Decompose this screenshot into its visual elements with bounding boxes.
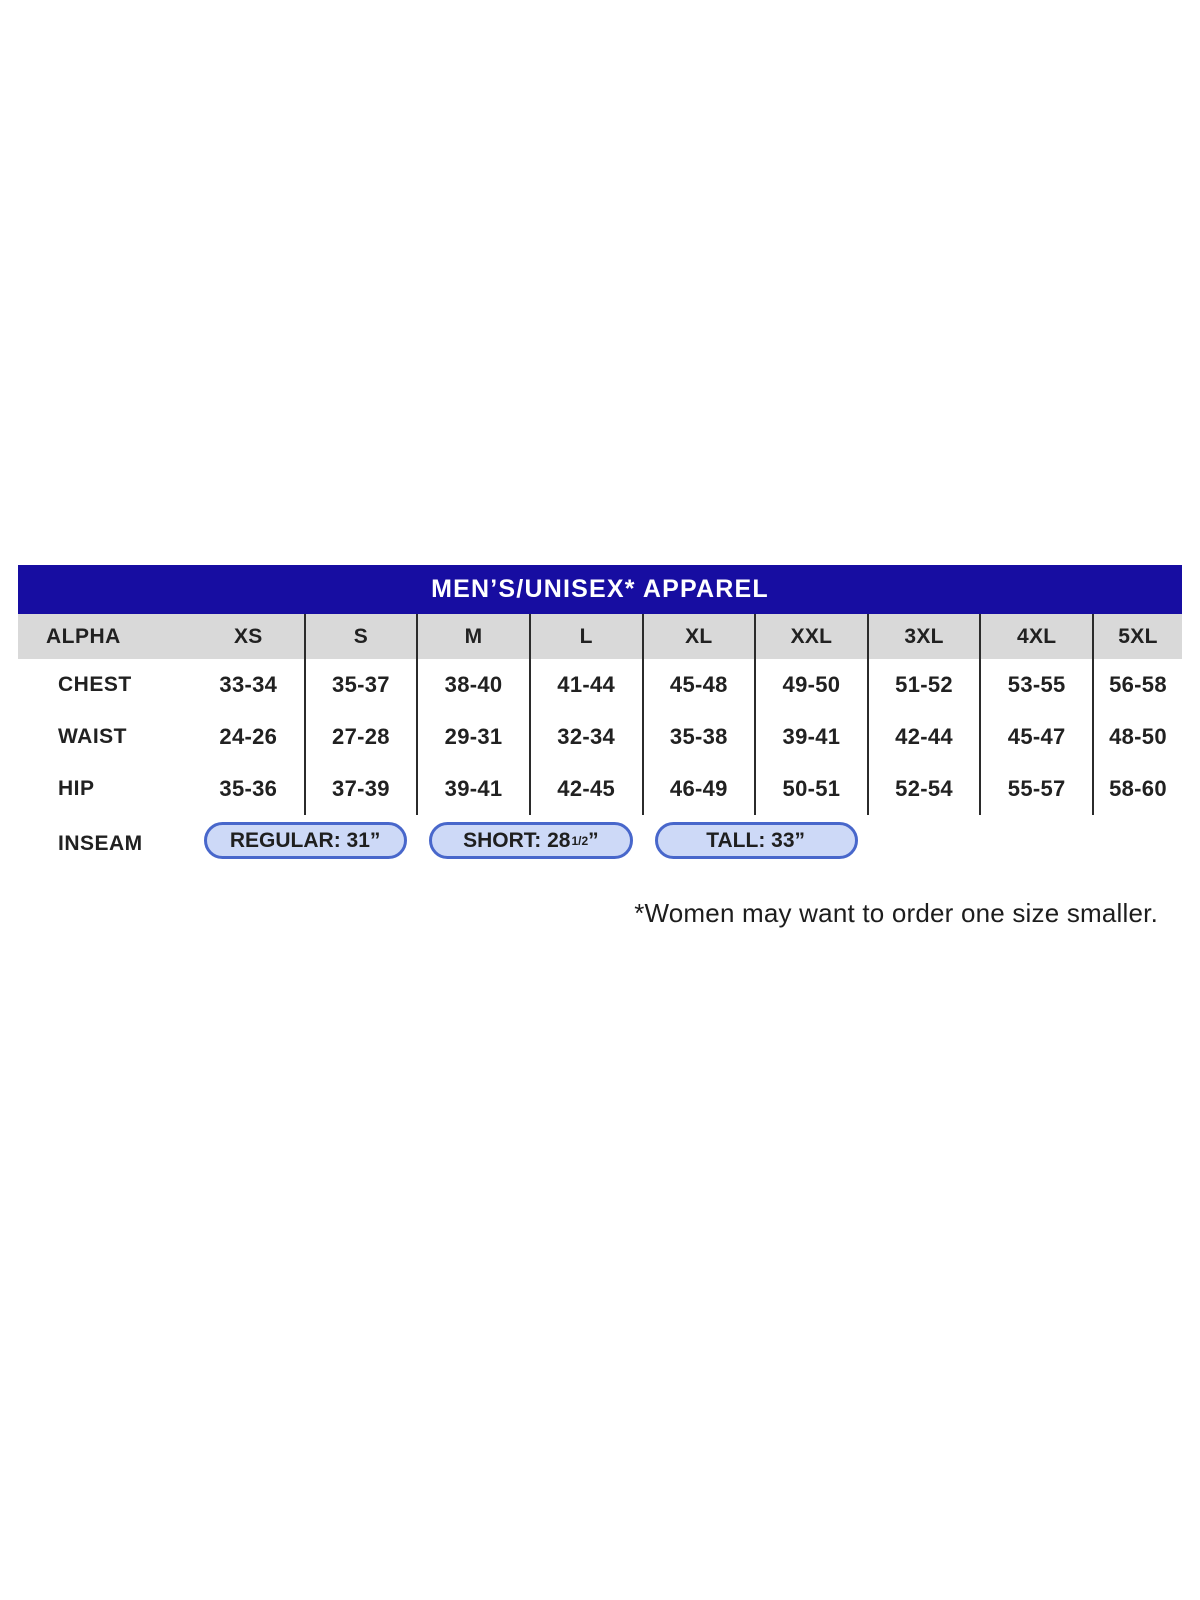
column-header-m: M [418, 614, 531, 659]
chest-m-value: 38-40 [418, 659, 531, 711]
waist-xxl-value: 39-41 [756, 711, 869, 763]
column-header-xs: XS [193, 614, 306, 659]
inseam-regular-pill[interactable] [204, 822, 407, 859]
table-row-hip [18, 763, 1182, 815]
hip-xs-value: 35-36 [193, 763, 306, 815]
size-chart-table [18, 565, 1182, 873]
waist-m-value: 29-31 [418, 711, 531, 763]
column-header-l: L [531, 614, 644, 659]
chest-5xl-value: 56-58 [1109, 672, 1167, 697]
chest-3xl-value: 51-52 [869, 659, 982, 711]
column-header-4xl: 4XL [981, 614, 1094, 659]
table-title: MEN’S/UNISEX* APPAREL [431, 575, 769, 603]
waist-xl-value: 35-38 [644, 711, 757, 763]
chest-s-value: 35-37 [306, 659, 419, 711]
waist-l-value: 32-34 [531, 711, 644, 763]
waist-5xl-value: 48-50 [1109, 724, 1167, 749]
table-title-bar [18, 565, 1182, 614]
hip-m-value: 39-41 [418, 763, 531, 815]
column-header-alpha: ALPHA [18, 614, 193, 659]
column-header-3xl: 3XL [869, 614, 982, 659]
inseam-tall-pill[interactable] [655, 822, 858, 859]
inseam-short-suffix: ” [588, 828, 599, 852]
table-row-chest [18, 659, 1182, 711]
chest-xs-value: 33-34 [193, 659, 306, 711]
table-row-waist [18, 711, 1182, 763]
column-header-xxl: XXL [756, 614, 869, 659]
hip-4xl-value: 55-57 [981, 763, 1094, 815]
inseam-short-pill[interactable] [429, 822, 632, 859]
row-label-chest: CHEST [58, 673, 132, 696]
inseam-short-fraction: 1/2 [571, 833, 589, 848]
hip-s-value: 37-39 [306, 763, 419, 815]
inseam-short-label: SHORT: 28 [463, 828, 571, 852]
hip-l-value: 42-45 [531, 763, 644, 815]
chest-xl-value: 45-48 [644, 659, 757, 711]
column-header-5xl: 5XL [1094, 614, 1182, 659]
table-row-inseam [18, 815, 1182, 873]
hip-5xl-value: 58-60 [1109, 776, 1167, 801]
chest-l-value: 41-44 [531, 659, 644, 711]
waist-xs-value: 24-26 [193, 711, 306, 763]
inseam-regular-label: REGULAR: 31” [229, 828, 381, 852]
row-label-waist: WAIST [58, 725, 127, 748]
column-header-s: S [306, 614, 419, 659]
row-label-inseam: INSEAM [58, 832, 143, 855]
chest-4xl-value: 53-55 [981, 659, 1094, 711]
chest-xxl-value: 49-50 [756, 659, 869, 711]
column-header-xl: XL [644, 614, 757, 659]
hip-3xl-value: 52-54 [869, 763, 982, 815]
hip-xxl-value: 50-51 [756, 763, 869, 815]
waist-s-value: 27-28 [306, 711, 419, 763]
waist-4xl-value: 45-47 [981, 711, 1094, 763]
hip-xl-value: 46-49 [644, 763, 757, 815]
column-header-row [18, 614, 1182, 659]
row-label-hip: HIP [58, 777, 95, 800]
women-sizing-footnote: *Women may want to order one size smaller. [634, 898, 1158, 928]
waist-3xl-value: 42-44 [869, 711, 982, 763]
inseam-tall-label: TALL: 33” [706, 828, 806, 852]
